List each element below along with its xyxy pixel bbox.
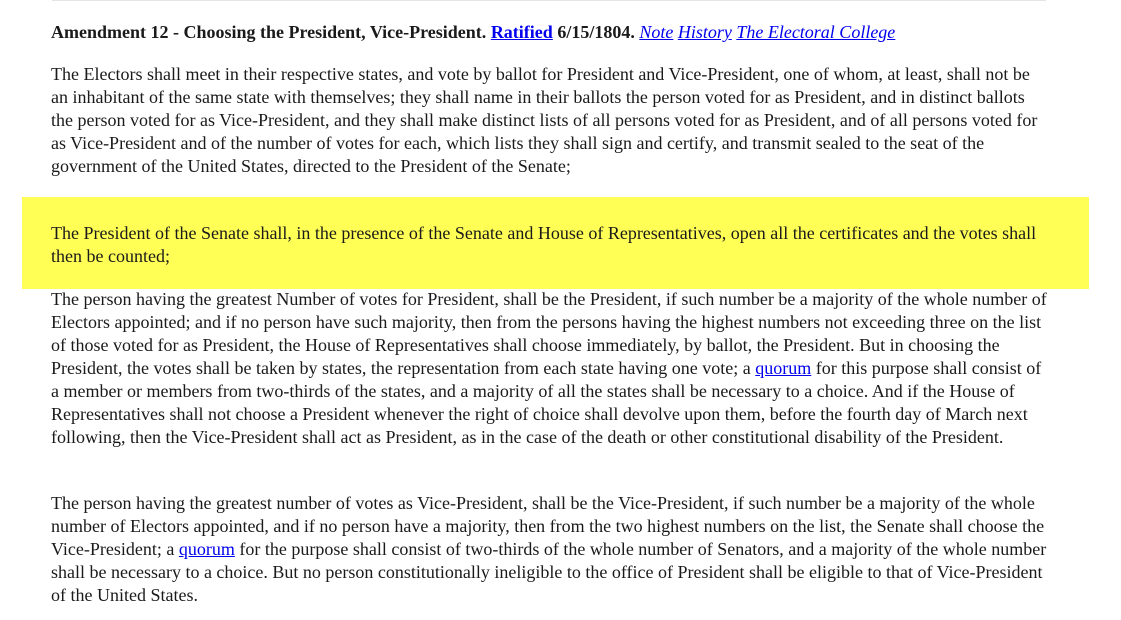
top-divider bbox=[52, 0, 1046, 1]
amendment-content bbox=[51, 20, 1051, 605]
quorum-link[interactable]: quorum bbox=[755, 358, 812, 378]
note-link[interactable]: Note bbox=[639, 22, 674, 42]
paragraph-vice-president-choice bbox=[51, 492, 1051, 607]
paragraph-text: The person having the greatest number of votes as Vice-President, shall be the Vice-President, if such number be a majority of the whole number of Electors appointed, and if no person have a majority, then from the two highest numbers on the list, the Senate shall choose the Vice-President; a bbox=[51, 493, 1045, 559]
paragraph-electors: The Electors shall meet in their respective states, and vote by ballot for President and Vice-President, one of whom, at least, shall not be an inhabitant of the same state with themselves; they shall name in their ballots the person voted for as President, and in distinct ballots the person voted for as Vice-President, and they shall make distinct lists of all persons voted for as President, and of all persons voted for as Vice-President and of the number of votes for each, which lists they shall sign and certify, and transmit sealed to the seat of the government of the United States, directed to the President of the Senate; bbox=[51, 64, 1038, 176]
amendment-title: Amendment 12 - Choosing the President, Vice-President. bbox=[51, 22, 487, 42]
history-link[interactable]: History bbox=[677, 22, 732, 42]
quorum-link[interactable]: quorum bbox=[178, 539, 235, 559]
paragraph-senate-count: The President of the Senate shall, in the presence of the Senate and House of Representatives, open all the certificates and the votes shall then be counted; bbox=[51, 223, 1037, 266]
ratified-link[interactable]: Ratified bbox=[490, 22, 553, 42]
paragraph-text: The person having the greatest Number of votes for President, shall be the President, if such number be a majority of the whole number of Electors appointed; and if no person have such majority, then from the persons having the highest numbers not exceeding three on the list of those voted for as President, the House of Representatives shall choose immediately, by ballot, the President. But in choosing the President, the votes shall be taken by states, the representation from each state having one vote; a bbox=[51, 289, 1047, 378]
ratified-date: 6/15/1804. bbox=[557, 22, 635, 42]
paragraph-text: for this purpose shall consist of a member or members from two-thirds of the states, and a majority of all the states shall be necessary to a choice. And if the House of Representatives shall not choose a President whenever the right of choice shall devolve upon them, before the fourth day of March next following, then the Vice-President shall act as President, as in the case of the death or other constitutional disability of the President. bbox=[51, 358, 1042, 447]
paragraph-text: for the purpose shall consist of two-thirds of the whole number of Senators, and a majority of the whole number shall be necessary to a choice. But no person constitutionally ineligible to the office of President shall be eligible to that of Vice-President of the United States. bbox=[51, 539, 1047, 605]
amendment-heading bbox=[51, 20, 1051, 44]
electoral-college-link[interactable]: The Electoral College bbox=[736, 22, 896, 42]
paragraph-president-choice bbox=[51, 288, 1051, 449]
